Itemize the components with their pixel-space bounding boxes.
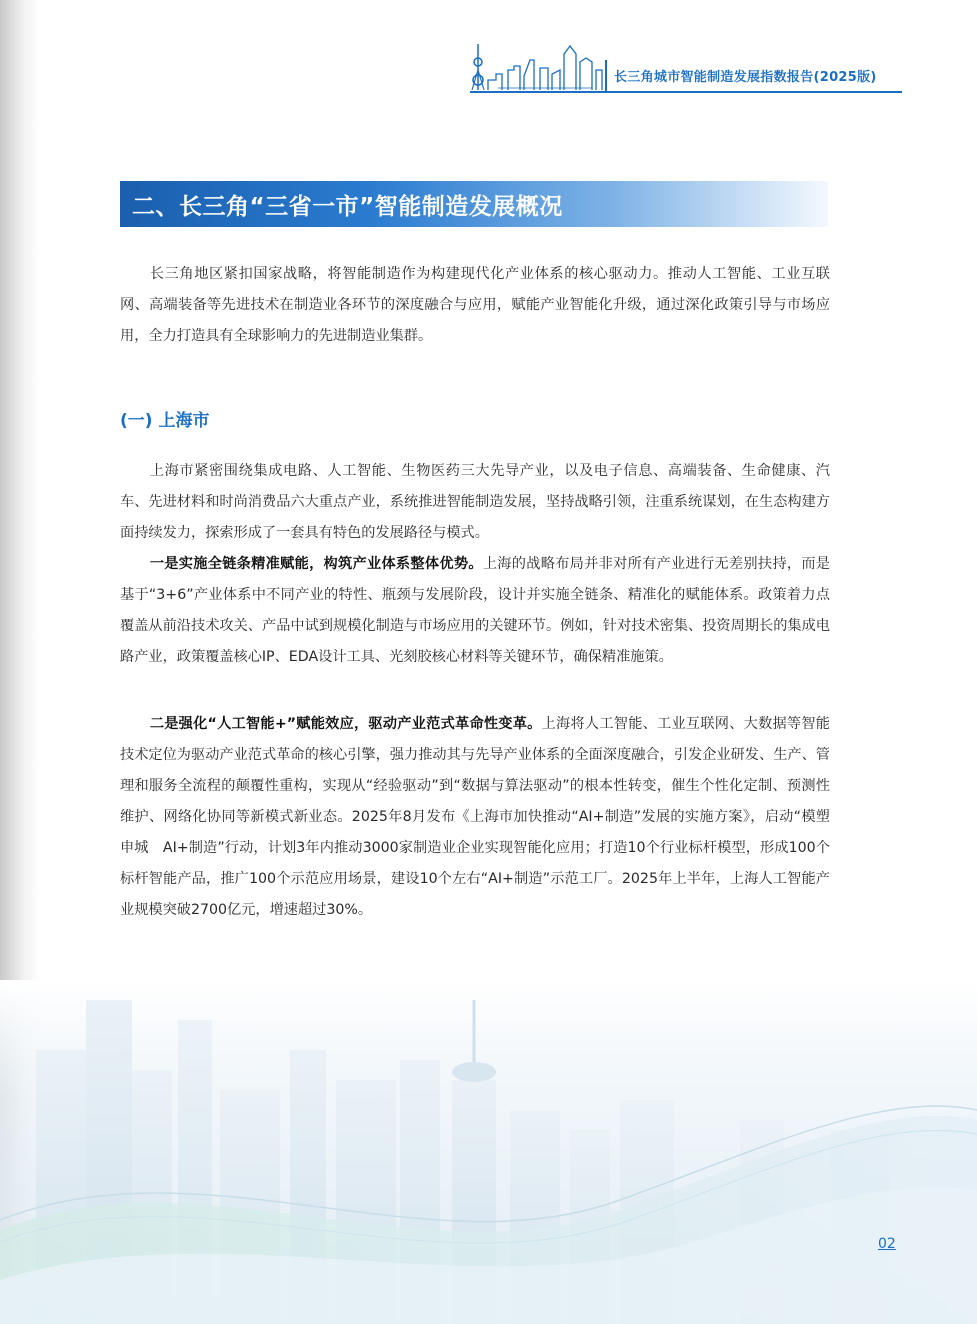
point2-lead: 二是强化“人工智能+”赋能效应，驱动产业范式革命性变革。: [149, 716, 542, 732]
shanghai-intro-paragraph: 上海市紧密围绕集成电路、人工智能、生物医药三大先导产业，以及电子信息、高端装备、生命健康、汽车、先进材料和时尚消费品六大重点产业，系统推进智能制造发展，坚持战略引领，注重系统谋划，在生态构建方面持续发力，探索形成了一套具有特色的发展路径与模式。: [120, 463, 830, 541]
subsection-title: (一) 上海市: [120, 411, 210, 431]
report-header: [468, 40, 904, 96]
report-title: 长三角城市智能制造发展指数报告(2025版): [614, 70, 877, 85]
point1-lead: 一是实施全链条精准赋能，构筑产业体系整体优势。: [149, 556, 483, 572]
section-banner: [120, 181, 828, 227]
point1-body: 上海的战略布局并非对所有产业进行无差别扶持，而是基于“3+6”产业体系中不同产业的特性、瓶颈与发展阶段，设计并实施全链条、精准化的赋能体系。政策着力点覆盖从前沿技术攻关、产品中试到规模化制造与市场应用的关键环节。例如，针对技术密集、投资周期长的集成电路产业，政策覆盖核心IP、EDA设计工具、光刻胶核心材料等关键环节，确保精准施策。: [120, 556, 830, 665]
point2-body: 上海将人工智能、工业互联网、大数据等智能技术定位为驱动产业范式革命的核心引擎，强力推动其与先导产业体系的全面深度融合，引发企业研发、生产、管理和服务全流程的颠覆性重构，实现从“经验驱动”到“数据与算法驱动”的根本性转变，催生个性化定制、预测性维护、网络化协同等新模式新业态。2025年8月发布《上海市加快推动“AI+制造”发展的实施方案》，启动“模塑申城 AI+制造”行动，计划3年内推动3000家制造业企业实现智能化应用；打造10个行业标杆模型，形成100个标杆智能产品，推广100个示范应用场景，建设10个左右“AI+制造”示范工厂。2025年上半年，上海人工智能产业规模突破2700亿元，增速超过30%。: [120, 716, 830, 918]
section-title: 二、长三角“三省一市”智能制造发展概况: [132, 194, 563, 220]
background-cityscape-illustration: [0, 980, 977, 1324]
page-number: 02: [878, 1236, 896, 1252]
intro-paragraph: 长三角地区紧扣国家战略，将智能制造作为构建现代化产业体系的核心驱动力。推动人工智能、工业互联网、高端装备等先进技术在制造业各环节的深度融合与应用，赋能产业智能化升级，通过深化政策引导与市场应用，全力打造具有全球影响力的先进制造业集群。: [120, 266, 830, 344]
point1-paragraph: [120, 549, 830, 673]
point2-paragraph: [120, 709, 830, 926]
